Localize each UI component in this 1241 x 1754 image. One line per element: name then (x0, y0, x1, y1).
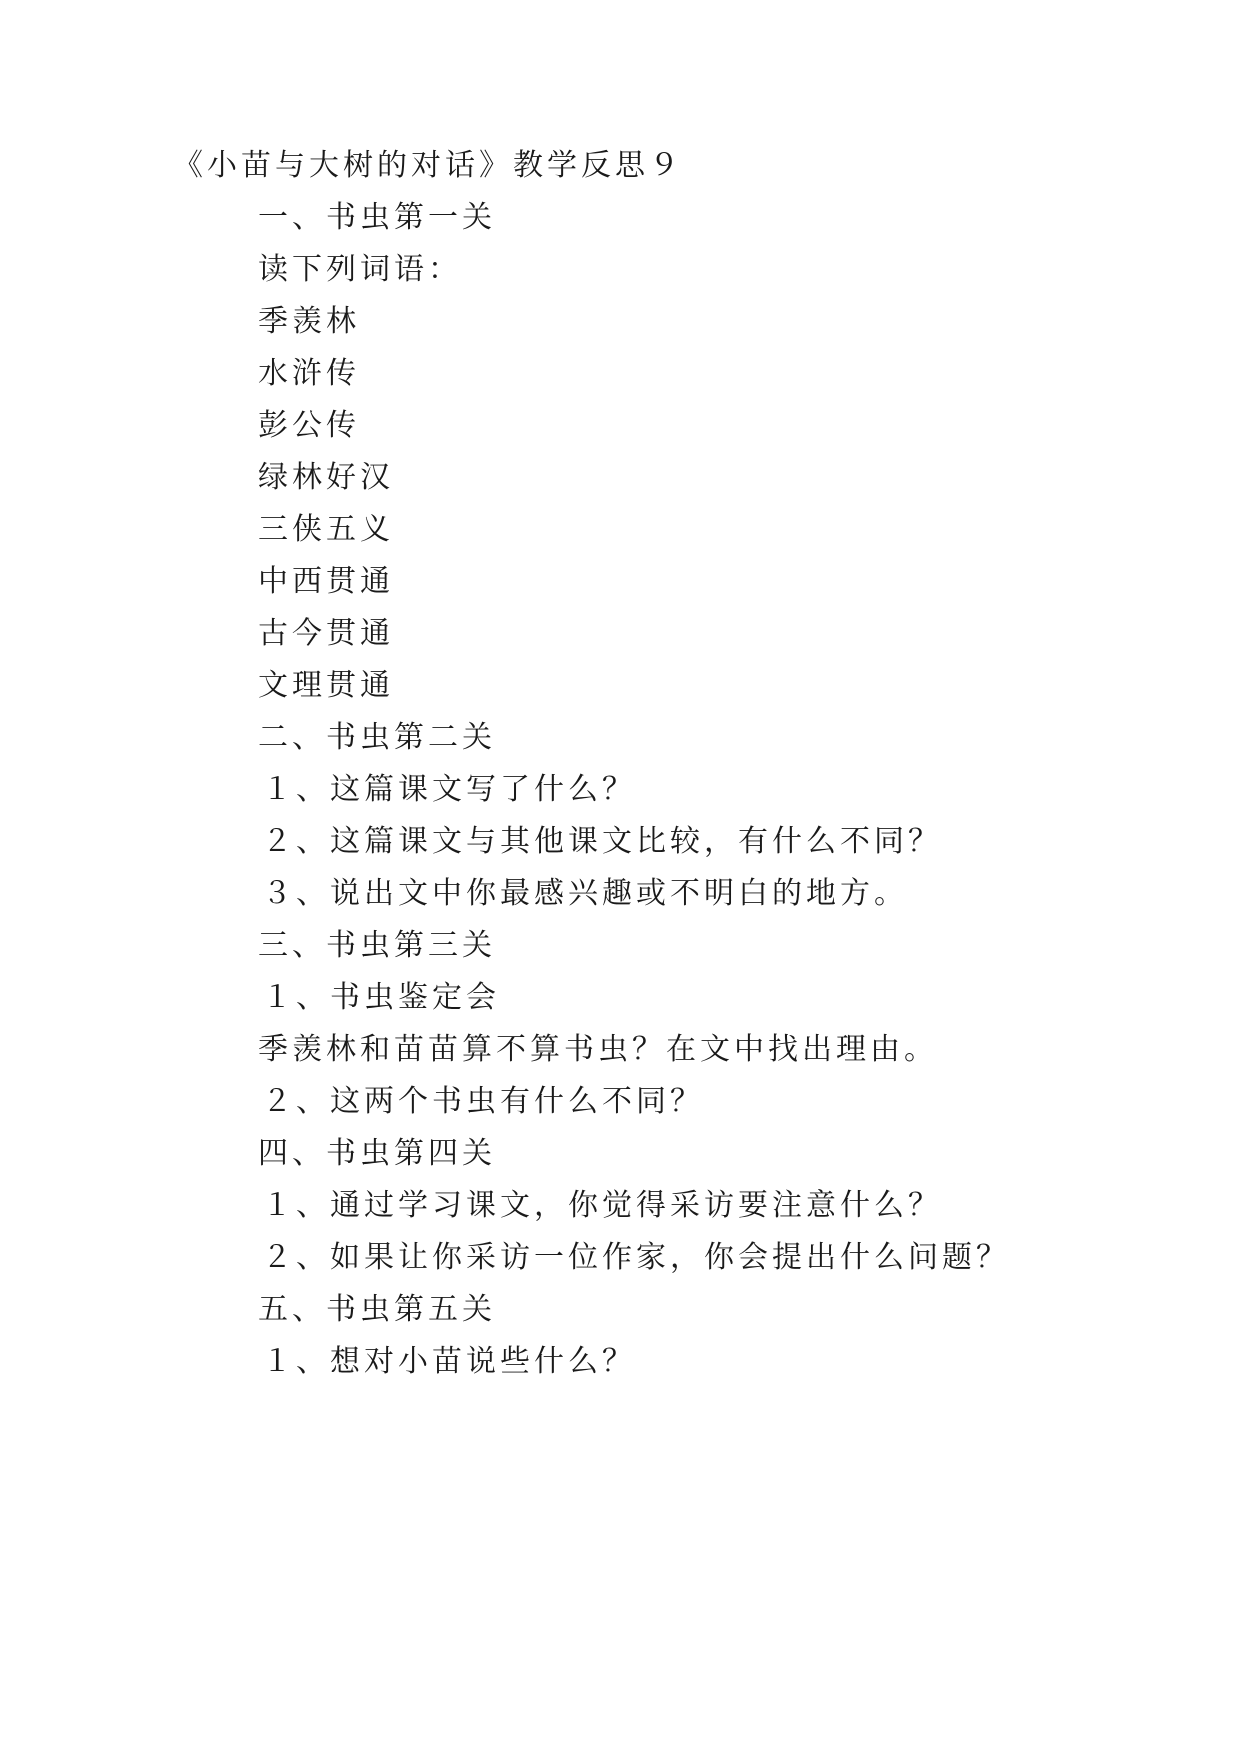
section-heading-5: 五、书虫第五关 (258, 1292, 496, 1327)
vocab-item: 彭公传 (258, 408, 360, 443)
question-item: ２、如果让你采访一位作家，你会提出什么问题？ (262, 1240, 1010, 1275)
section-heading-3: 三、书虫第三关 (258, 928, 496, 963)
vocab-item: 中西贯通 (258, 564, 394, 599)
vocab-item: 三侠五义 (258, 512, 394, 547)
section-heading-1: 一、书虫第一关 (258, 200, 496, 235)
question-item: ２、这篇课文与其他课文比较，有什么不同？ (262, 824, 942, 859)
question-item: １、这篇课文写了什么？ (262, 772, 636, 807)
vocab-item: 文理贯通 (258, 668, 394, 703)
vocab-item: 水浒传 (258, 356, 360, 391)
question-item: ３、说出文中你最感兴趣或不明白的地方。 (262, 876, 908, 911)
section-heading-2: 二、书虫第二关 (258, 720, 496, 755)
question-item: １、想对小苗说些什么？ (262, 1344, 636, 1379)
question-item: １、通过学习课文，你觉得采访要注意什么？ (262, 1188, 942, 1223)
question-item: １、书虫鉴定会 (262, 980, 500, 1015)
vocab-item: 古今贯通 (258, 616, 394, 651)
section-heading-4: 四、书虫第四关 (258, 1136, 496, 1171)
vocab-item: 季羡林 (258, 304, 360, 339)
question-detail: 季羡林和苗苗算不算书虫？在文中找出理由。 (258, 1032, 938, 1067)
question-item: ２、这两个书虫有什么不同？ (262, 1084, 704, 1119)
document-title: 《小苗与大树的对话》教学反思９ (173, 148, 683, 183)
instruction-text: 读下列词语： (258, 252, 462, 287)
vocab-item: 绿林好汉 (258, 460, 394, 495)
